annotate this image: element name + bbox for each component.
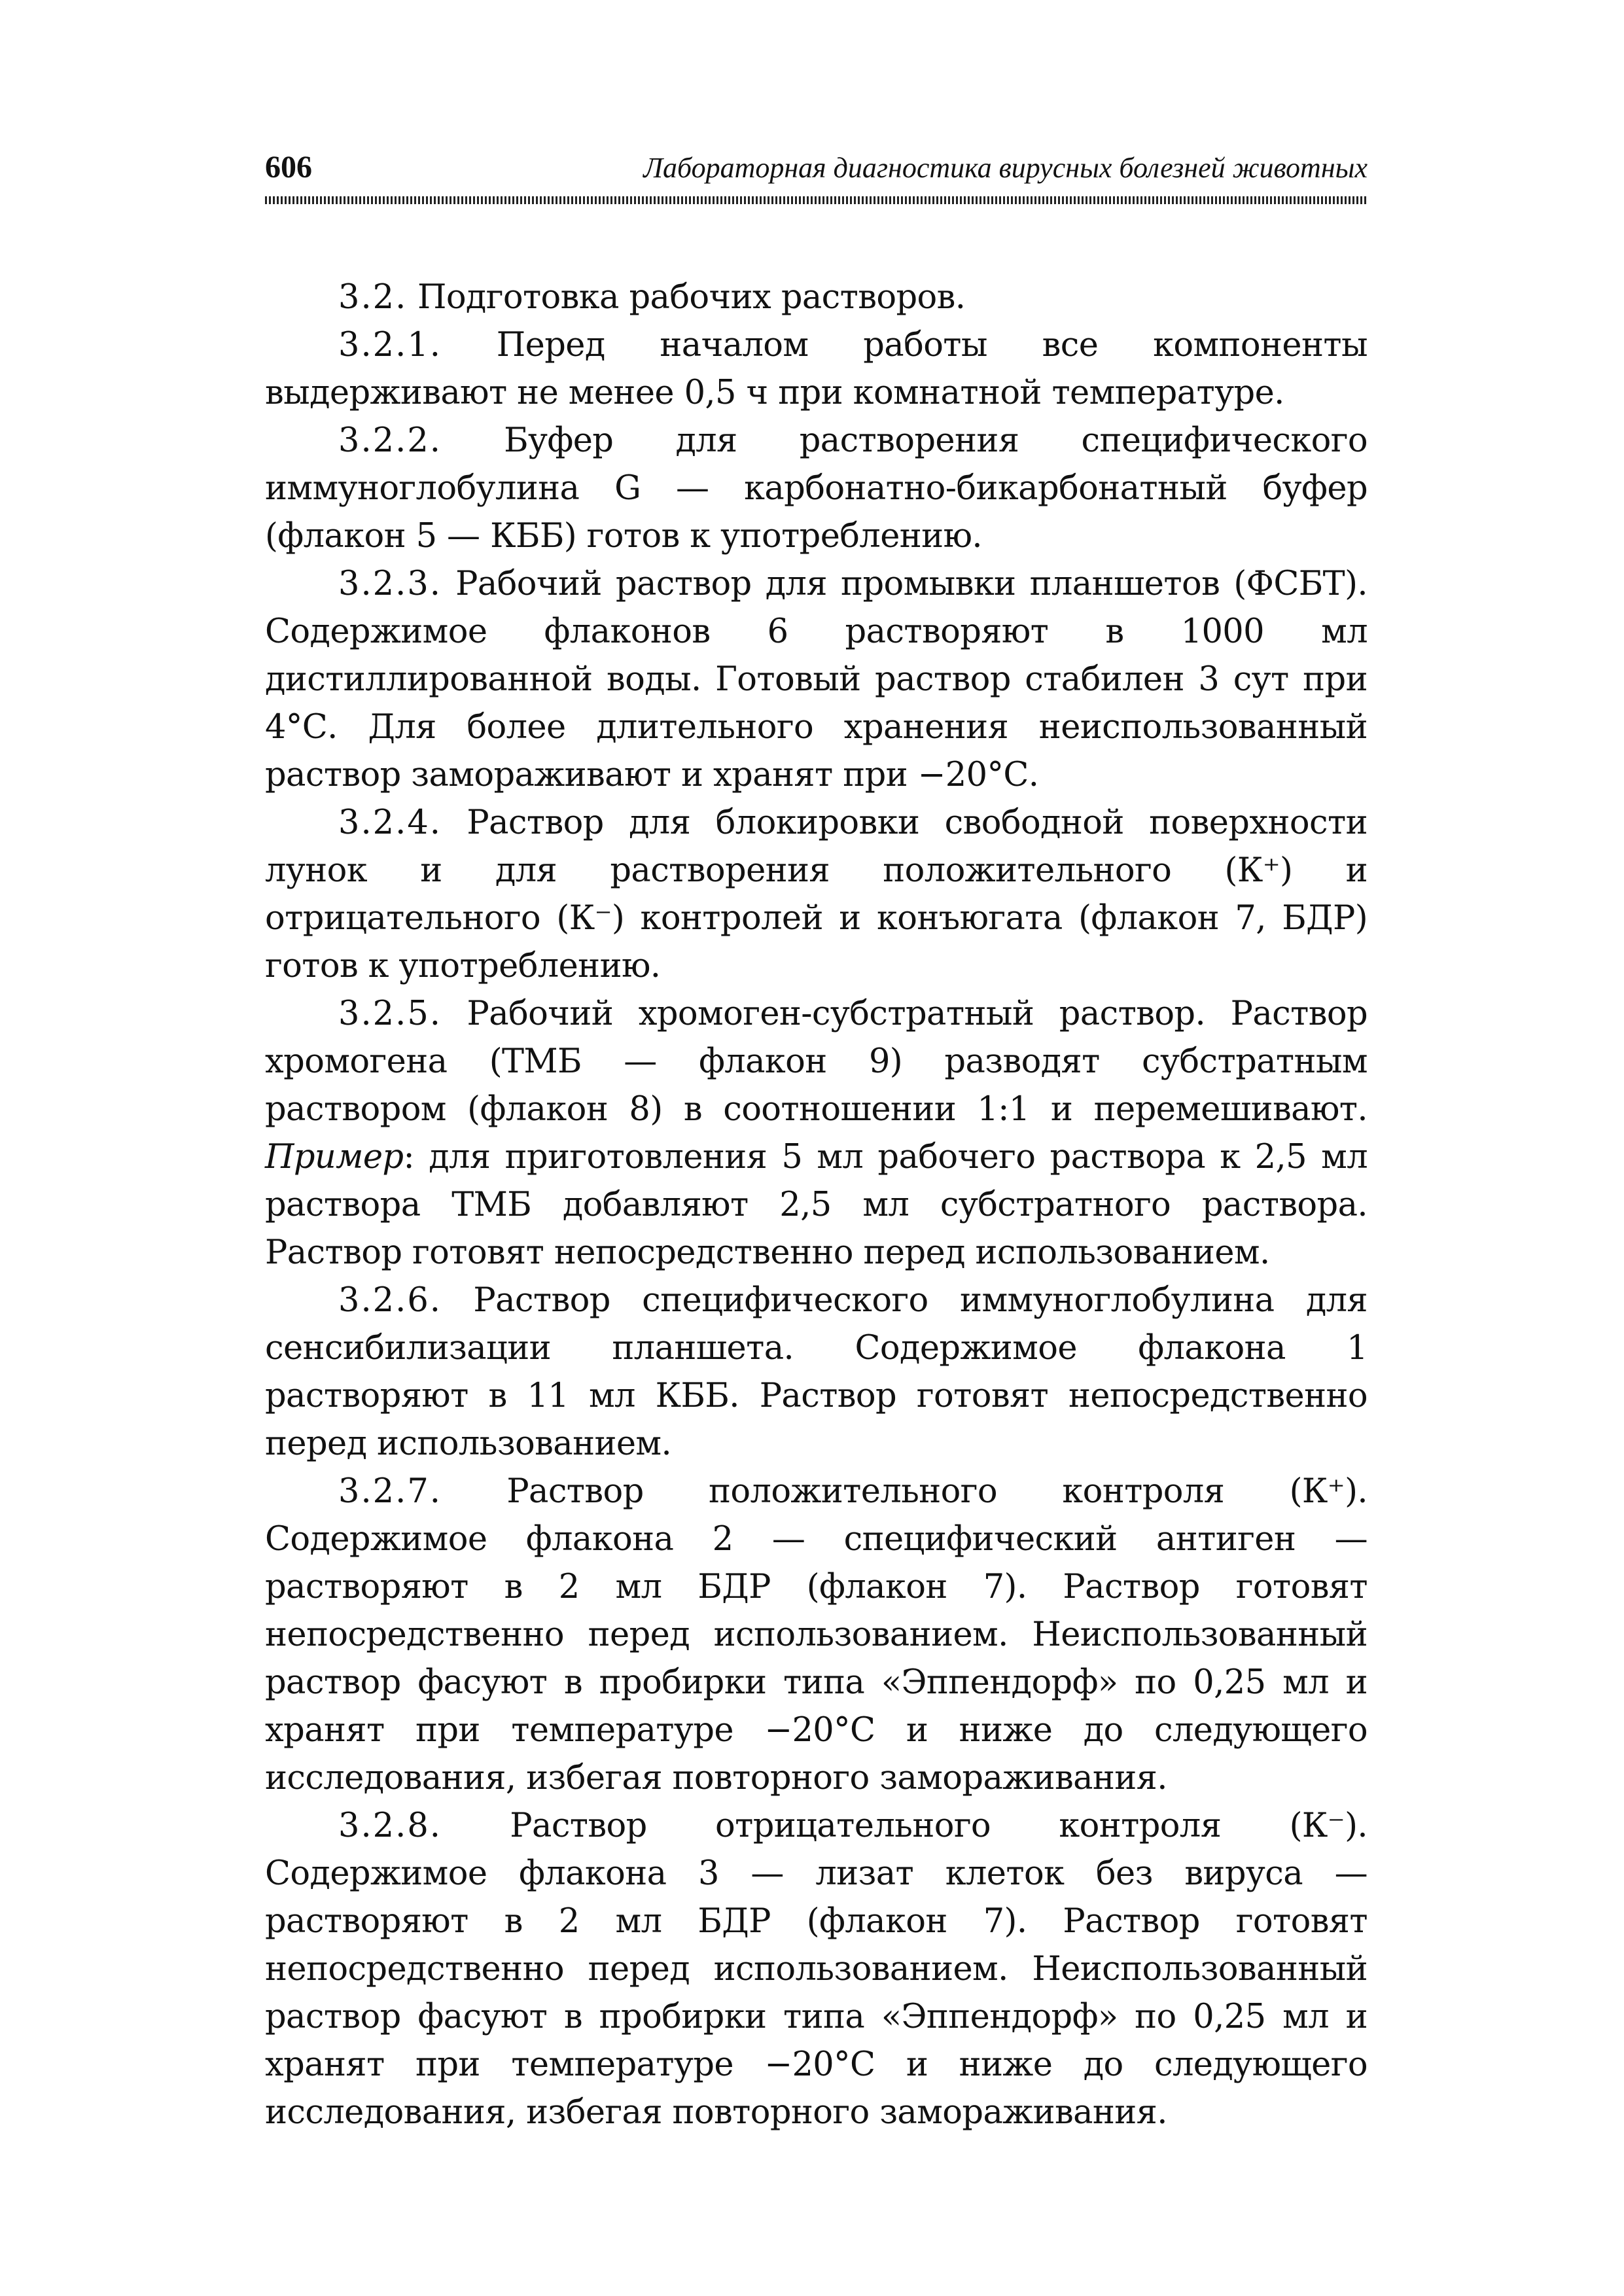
page-header (265, 149, 1368, 188)
paragraph-text: Буфер для растворения специфического иммуноглобулина G — карбонатно-бикарбонатный буфер (флакон 5 — КББ) готов к употреблению. (265, 421, 1368, 556)
paragraph-3-2-2 (265, 417, 1368, 560)
paragraph-text: Рабочий раствор для промывки планшетов (ФСБТ). Содержимое флаконов 6 растворяют в 1000 мл дистиллированной воды. Готовый раствор стабилен 3 сут при 4°С. Для более длительного хранения неиспользованный раствор замораживают и хранят при −20°С. (265, 565, 1368, 794)
paragraph-number: 3.2.7. (338, 1472, 442, 1511)
section-number: 3.2. (338, 278, 408, 317)
section-title: Подготовка рабочих растворов. (407, 278, 966, 317)
paragraph-text: Рабочий хромоген-субстратный раствор. Раствор хромогена (ТМБ — флакон 9) разводят субстратным раствором (флакон 8) в соотношении 1:1 и перемешивают. (265, 995, 1368, 1129)
page-number: 606 (265, 150, 312, 185)
paragraph-3-2-7 (265, 1468, 1368, 1802)
paragraph-text: Раствор отрицательного контроля (К⁻). Содержимое флакона 3 — лизат клеток без вируса — растворяют в 2 мл БДР (флакон 7). Раствор готовят непосредственно перед использованием. Неиспользованный раствор фасуют в пробирки типа «Эппендорф» по 0,25 мл и хранят при температуре −20°С и ниже до следующего исследования, избегая повторного замораживания. (265, 1807, 1368, 2132)
paragraph-number: 3.2.3. (338, 565, 442, 603)
paragraph-number: 3.2.5. (338, 995, 442, 1033)
paragraph-number: 3.2.2. (338, 421, 442, 460)
paragraph-number: 3.2.1. (338, 326, 442, 364)
running-title: Лабораторная диагностика вирусных болезней животных (643, 152, 1368, 184)
paragraph-text-tail: : для приготовления 5 мл рабочего раствора к 2,5 мл раствора ТМБ добавляют 2,5 мл субстратного раствора. Раствор готовят непосредственно перед использованием. (265, 1138, 1368, 1272)
section-heading (265, 274, 1368, 321)
paragraph-text: Раствор положительного контроля (К⁺). Содержимое флакона 2 — специфический антиген — растворяют в 2 мл БДР (флакон 7). Раствор готовят непосредственно перед использованием. Неиспользованный раствор фасуют в пробирки типа «Эппендорф» по 0,25 мл и хранят при температуре −20°С и ниже до следующего исследования, избегая повторного замораживания. (265, 1472, 1368, 1797)
header-rule (265, 196, 1368, 204)
paragraph-number: 3.2.4. (338, 804, 442, 842)
paragraph-number: 3.2.6. (338, 1281, 442, 1320)
paragraph-3-2-3 (265, 560, 1368, 799)
body-text (265, 274, 1368, 2136)
paragraph-3-2-5 (265, 990, 1368, 1277)
paragraph-text: Раствор специфического иммуноглобулина для сенсибилизации планшета. Содержимое флакона 1 растворяют в 11 мл КББ. Раствор готовят непосредственно перед использованием. (265, 1281, 1368, 1463)
paragraph-text: Перед началом работы все компоненты выдерживают не менее 0,5 ч при комнатной температуре. (265, 326, 1368, 412)
paragraph-number: 3.2.8. (338, 1807, 442, 1845)
example-label: Пример (265, 1138, 404, 1176)
paragraph-3-2-6 (265, 1277, 1368, 1468)
paragraph-3-2-4 (265, 799, 1368, 990)
paragraph-3-2-8 (265, 1802, 1368, 2136)
paragraph-3-2-1 (265, 321, 1368, 417)
paragraph-text: Раствор для блокировки свободной поверхности лунок и для растворения положительного (К⁺) и отрицательного (К⁻) контролей и конъюгата (флакон 7, БДР) готов к употреблению. (265, 804, 1368, 985)
